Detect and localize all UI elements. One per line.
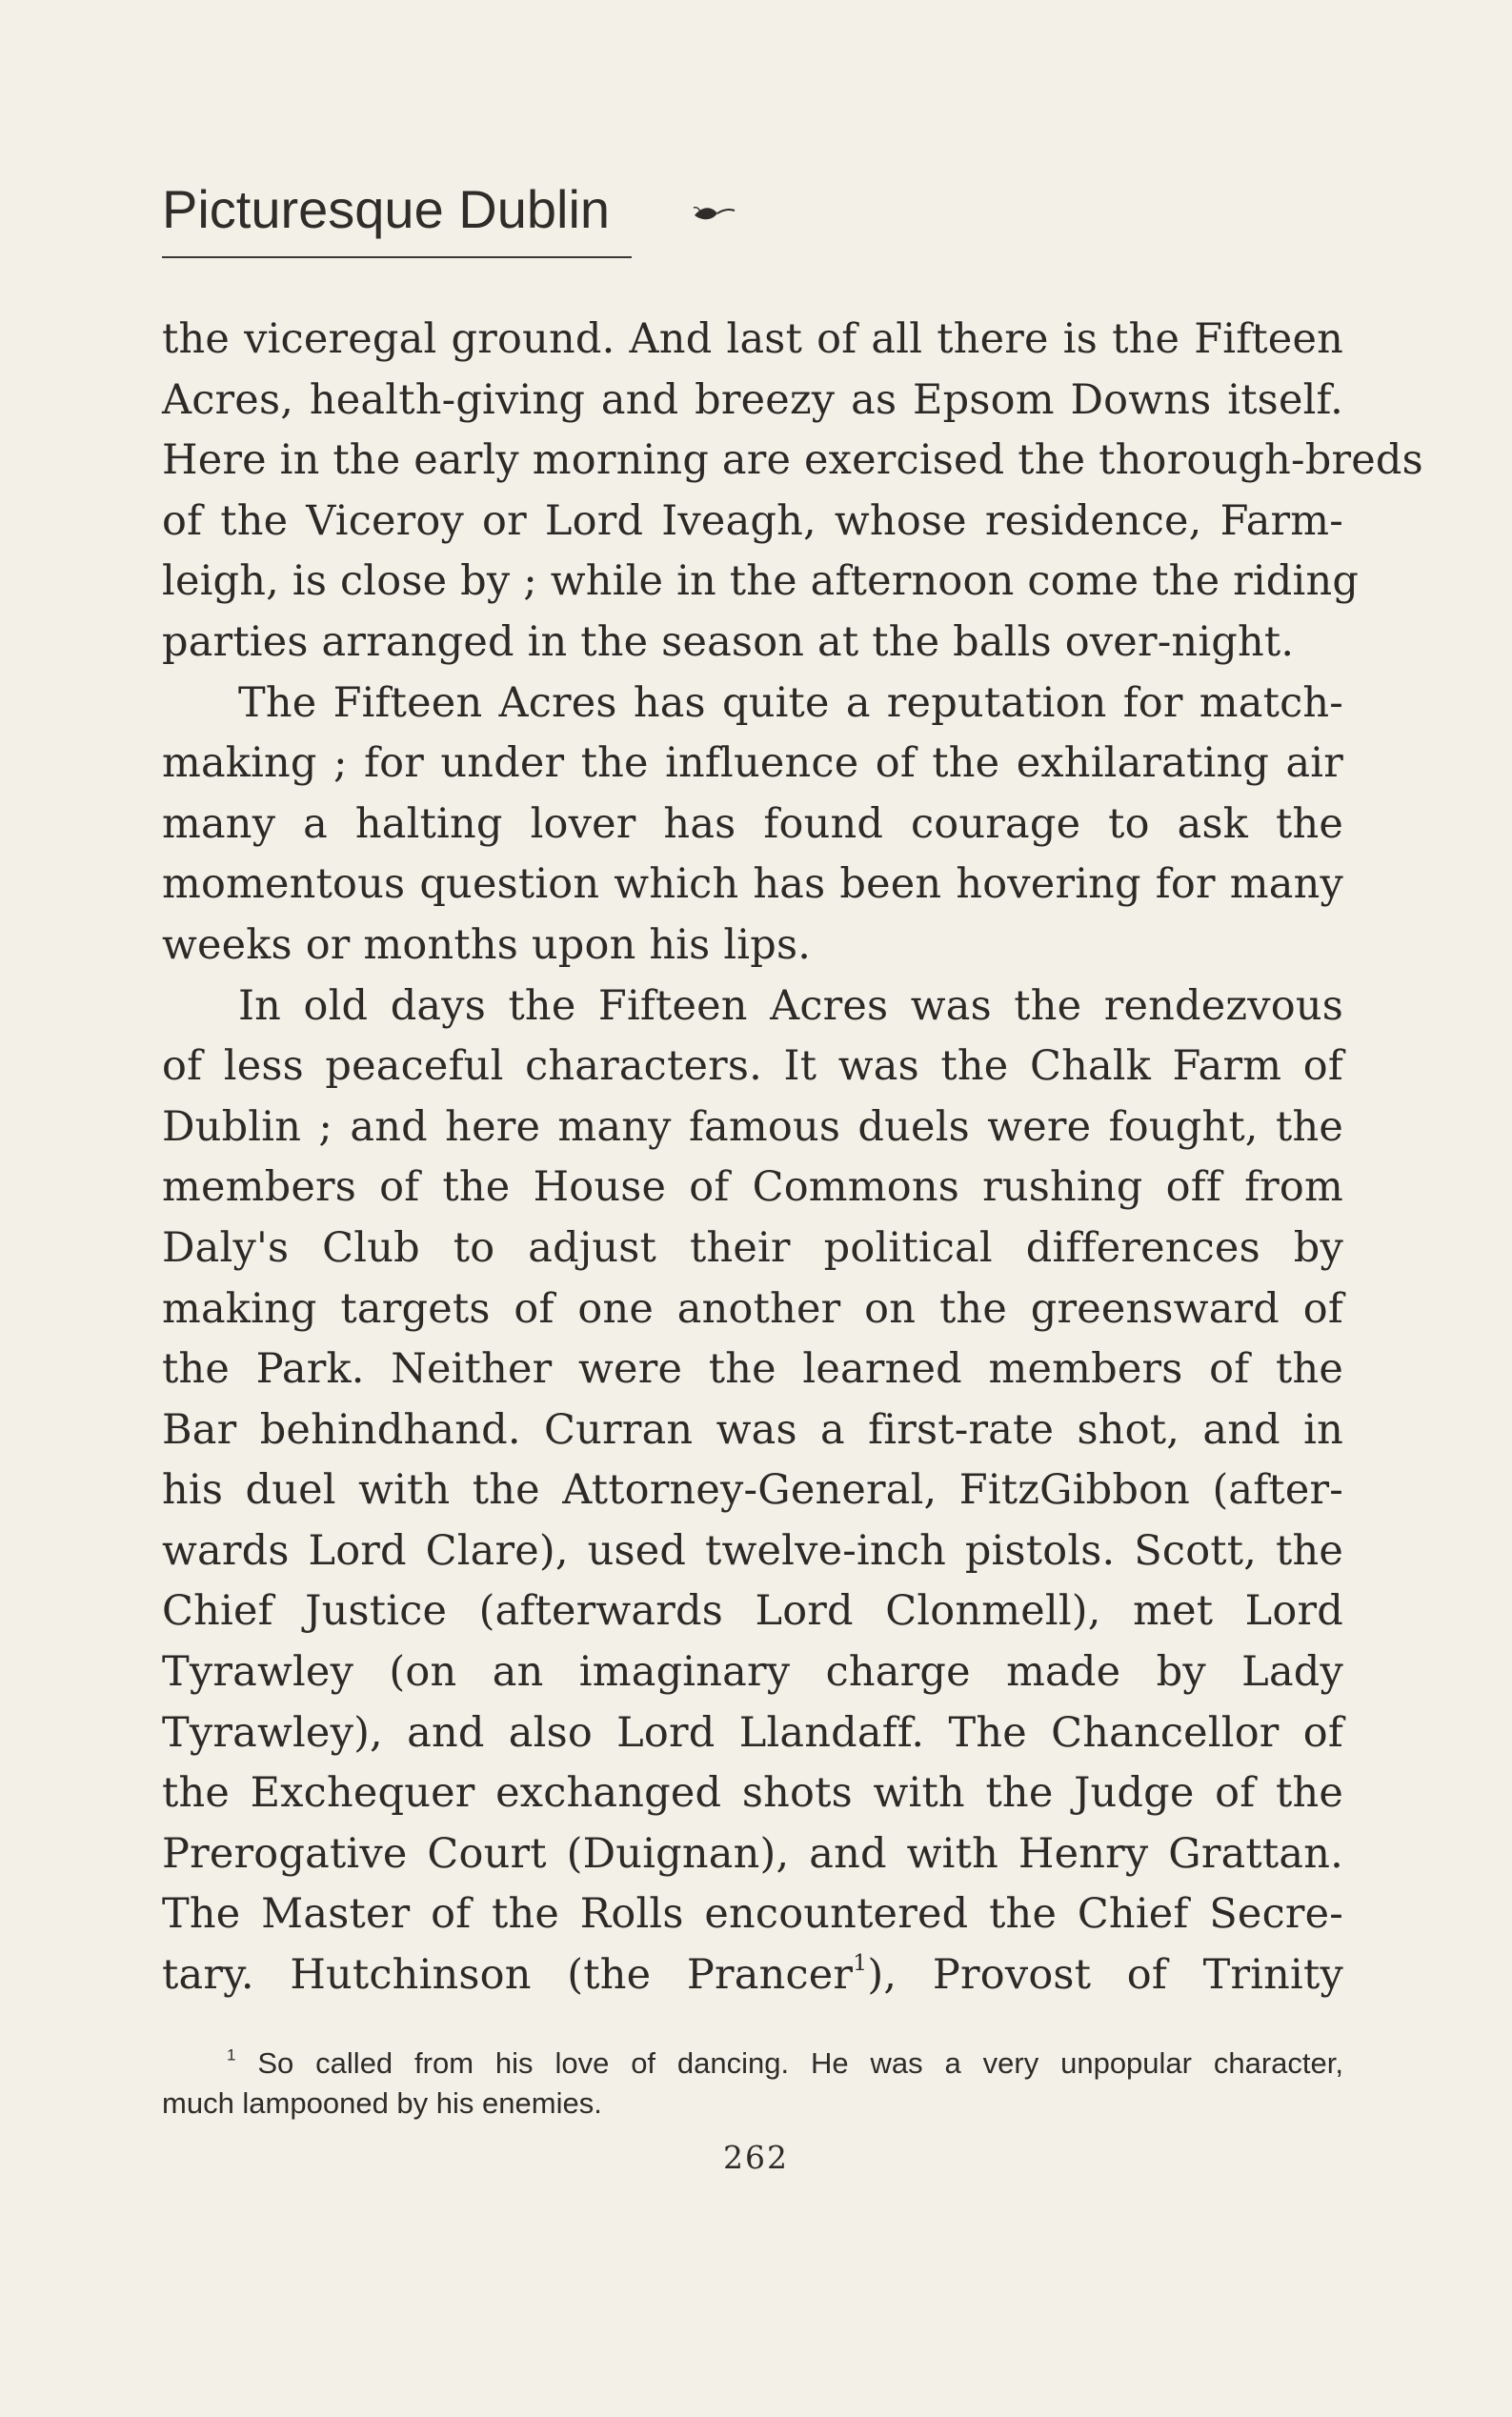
text-line: making targets of one another on the greensward of — [162, 1284, 1343, 1333]
text-line: the Exchequer exchanged shots with the Judge of the — [162, 1769, 1343, 1818]
footnote-line: much lampooned by his enemies. — [162, 2086, 602, 2120]
footnote-line — [162, 2044, 1343, 2084]
text-segment: ), Provost of Trinity — [867, 1951, 1343, 2000]
footnote-reference: 1 — [853, 1949, 868, 1977]
running-title: Picturesque Dublin — [162, 179, 611, 239]
running-head — [162, 176, 734, 262]
text-line: of less peaceful characters. It was the Chalk Farm of — [162, 1042, 1343, 1091]
text-line: making ; for under the influence of the exhilarating air — [162, 739, 1343, 788]
text-line: Dublin ; and here many famous duels were fought, the — [162, 1102, 1343, 1151]
text-line: the Park. Neither were the learned members of the — [162, 1345, 1343, 1394]
paragraph-first-line: In old days the Fifteen Acres was the rendezvous — [238, 981, 1343, 1030]
text-line: his duel with the Attorney-General, FitzGibbon (after- — [162, 1466, 1343, 1515]
text-line: Daly's Club to adjust their political differences by — [162, 1223, 1343, 1272]
text-line: weeks or months upon his lips. — [162, 920, 812, 969]
text-line: the viceregal ground. And last of all there is the Fifteen — [162, 315, 1343, 363]
footnote — [162, 2044, 1343, 2124]
text-line: Bar behindhand. Curran was a first-rate shot, and in — [162, 1405, 1343, 1454]
text-line: momentous question which has been hovering for many — [162, 860, 1343, 909]
text-line: of the Viceroy or Lord Iveagh, whose residence, Farm- — [162, 496, 1343, 545]
footnote-marker: 1 — [227, 2045, 236, 2065]
body-text — [162, 310, 1423, 2006]
paragraph-first-line: The Fifteen Acres has quite a reputation for match- — [238, 678, 1343, 727]
leaf-ornament-icon — [691, 200, 738, 229]
page-number: 262 — [723, 2139, 789, 2176]
text-line: Acres, health-giving and breezy as Epsom Downs itself. — [162, 375, 1343, 424]
text-line: The Master of the Rolls encountered the Chief Secre- — [162, 1890, 1343, 1939]
text-line: members of the House of Commons rushing off from — [162, 1163, 1343, 1212]
text-line — [162, 1945, 1343, 2006]
text-line: Here in the early morning are exercised the thorough-breds — [162, 436, 1423, 485]
text-line: leigh, is close by ; while in the afternoon come the riding — [162, 557, 1360, 606]
text-line: Prerogative Court (Duignan), and with Henry Grattan. — [162, 1829, 1343, 1878]
text-line: Chief Justice (afterwards Lord Clonmell), met Lord — [162, 1587, 1343, 1636]
footnote-text: So called from his love of dancing. He was a very unpopular character, — [257, 2046, 1343, 2080]
text-line: many a halting lover has found courage to ask the — [162, 799, 1343, 848]
header-rule — [162, 256, 632, 258]
text-segment: tary. Hutchinson (the Prancer — [162, 1951, 854, 2000]
text-line: Tyrawley (on an imaginary charge made by Lady — [162, 1648, 1343, 1697]
text-line: Tyrawley), and also Lord Llandaff. The Chancellor of — [162, 1708, 1343, 1757]
text-line: wards Lord Clare), used twelve-inch pistols. Scott, the — [162, 1526, 1343, 1575]
text-line: parties arranged in the season at the balls over-night. — [162, 617, 1295, 666]
